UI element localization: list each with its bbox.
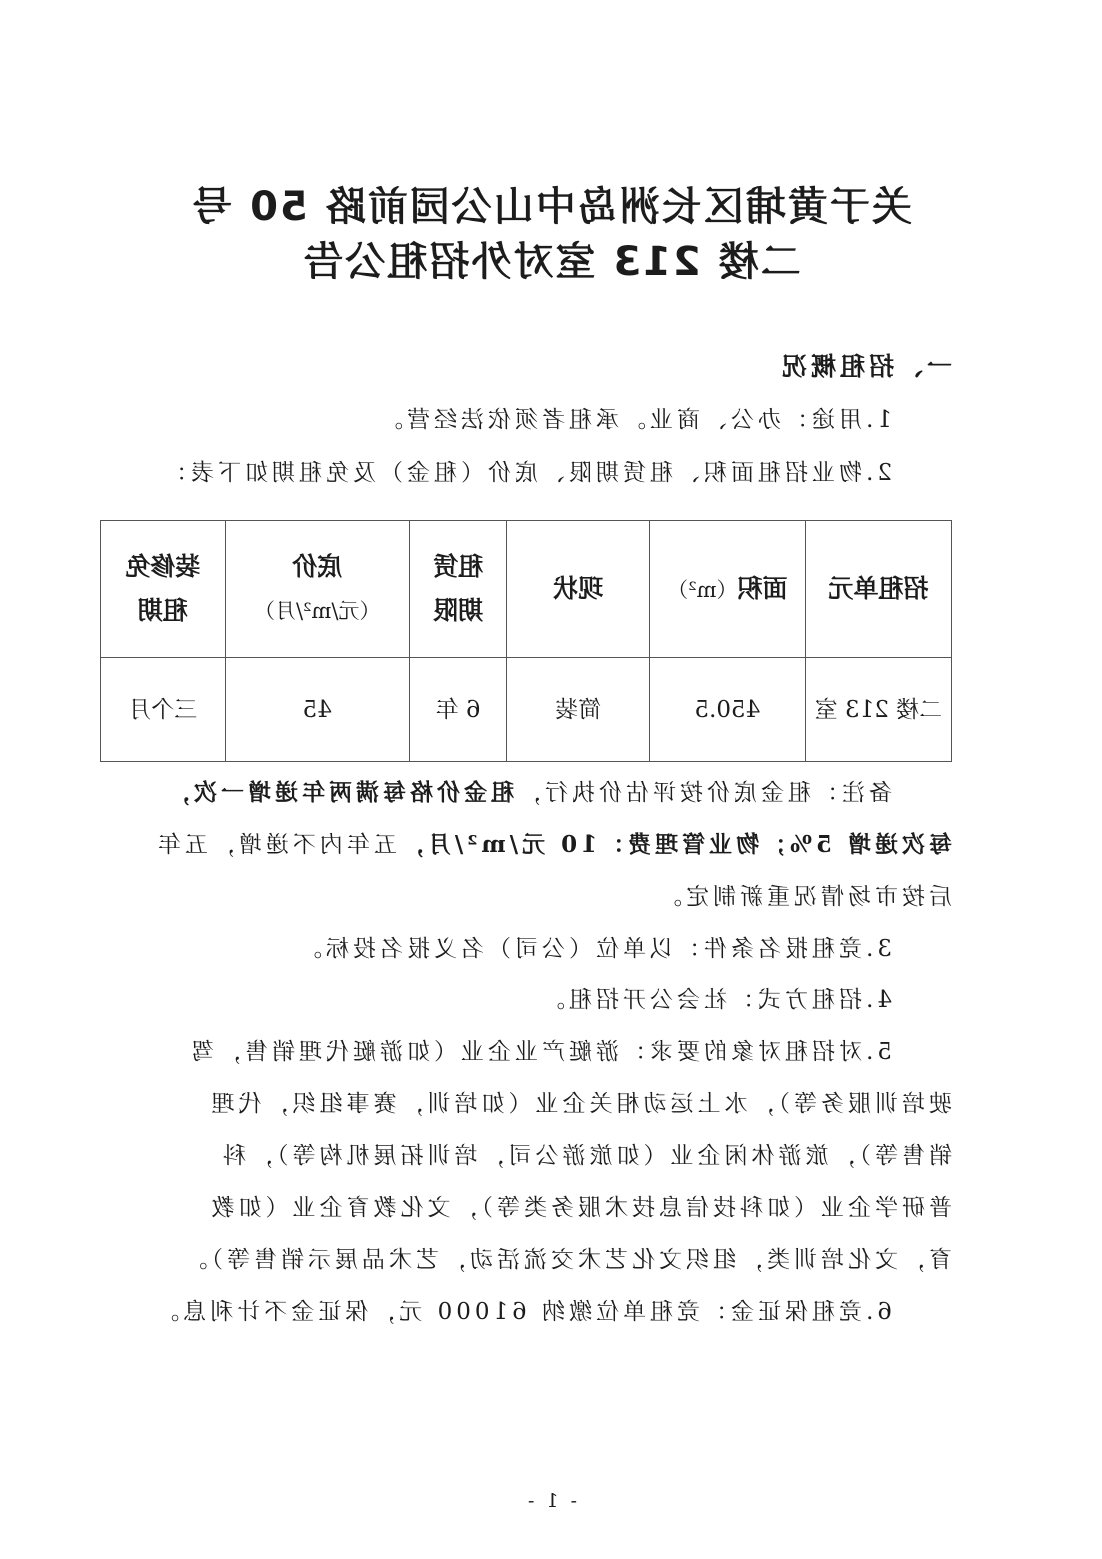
header-area — [649, 521, 805, 658]
item-rental-method: 4.招租方式：社会公开招租。 — [538, 987, 892, 1013]
page-number: - 1 - — [525, 1490, 578, 1512]
item-requirements-line-2: 驶培训服务等），水上运动相关企业（如培训，赛事组织，代理 — [207, 1091, 952, 1117]
document-title-line-2: 二楼 213 室对外招租公告 — [301, 239, 801, 285]
cell-unit: 二楼 213 室 — [805, 658, 951, 762]
item-requirements-line-4: 普研学企业（如科技信息技术服务类等），文化教育企业（如教 — [207, 1195, 952, 1221]
header-term-line-2: 期限 — [433, 596, 484, 625]
header-price-label: 底价 — [292, 552, 343, 581]
document-title-line-1: 关于黄埔区长洲岛中山公园前路 50 号 — [190, 184, 912, 230]
header-free-line-1: 装修免 — [125, 552, 201, 581]
cell-area: 450.5 — [649, 658, 805, 762]
cell-price: 45 — [225, 658, 409, 762]
header-free-line-2: 租期 — [137, 596, 188, 625]
cell-term: 6 年 — [409, 658, 506, 762]
header-area-label: 面积 — [737, 573, 788, 603]
item-requirements-line-5: 育，文化培训类，组织文化艺术交流活动，艺术品展示销售等）。 — [180, 1247, 952, 1273]
header-free-period — [101, 521, 226, 658]
table-row — [101, 658, 952, 762]
note-line-2-bold: 每次递增 5%；物业管理费：10 元/m²/月， — [396, 831, 952, 858]
item-usage: 1.用途：办公、商业。承租者须依法经营。 — [376, 407, 892, 433]
header-term — [409, 521, 506, 658]
cell-status: 简装 — [507, 658, 650, 762]
rental-table — [100, 520, 952, 762]
note-line-2-normal: 五年内不递增，五年 — [153, 832, 397, 858]
item-table-intro: 2.物业招租面积、租赁期限、底价（租金）及免租期如下表： — [160, 460, 892, 486]
header-status: 现状 — [507, 521, 650, 658]
cell-free-period: 三个月 — [101, 658, 226, 762]
header-term-line-1: 租赁 — [433, 552, 484, 581]
header-unit: 招租单元 — [805, 521, 951, 658]
item-requirements-line-3: 销售等），旅游休闲企业（如旅游公司，培训拓展机构等），科 — [219, 1143, 952, 1169]
note-line-3: 后按市场情况重新制定。 — [655, 884, 952, 910]
note-line-1 — [163, 778, 892, 808]
item-deposit: 6.竞租保证金：竞租单位缴纳 61000 元，保证金不计利息。 — [152, 1299, 892, 1325]
header-price-unit: （元/m²/月） — [254, 599, 381, 623]
item-registration-conditions: 3.竞租报名条件：以单位（公司）名义报名投标。 — [295, 936, 892, 962]
note-line-1-bold: 租金价格每满两年递增一次， — [163, 779, 514, 806]
header-area-unit: （m²） — [667, 577, 738, 602]
note-line-1-normal: 备注：租金底价按评估价执行， — [514, 780, 892, 806]
rental-table-header-row — [101, 521, 952, 658]
section-heading-overview: 一、招租概况 — [777, 352, 952, 381]
header-price — [225, 521, 409, 658]
note-line-2 — [154, 830, 952, 860]
item-requirements-line-1: 5.对招租对象的要求：游艇产业企业（如游艇代理销售，驾 — [187, 1039, 892, 1065]
